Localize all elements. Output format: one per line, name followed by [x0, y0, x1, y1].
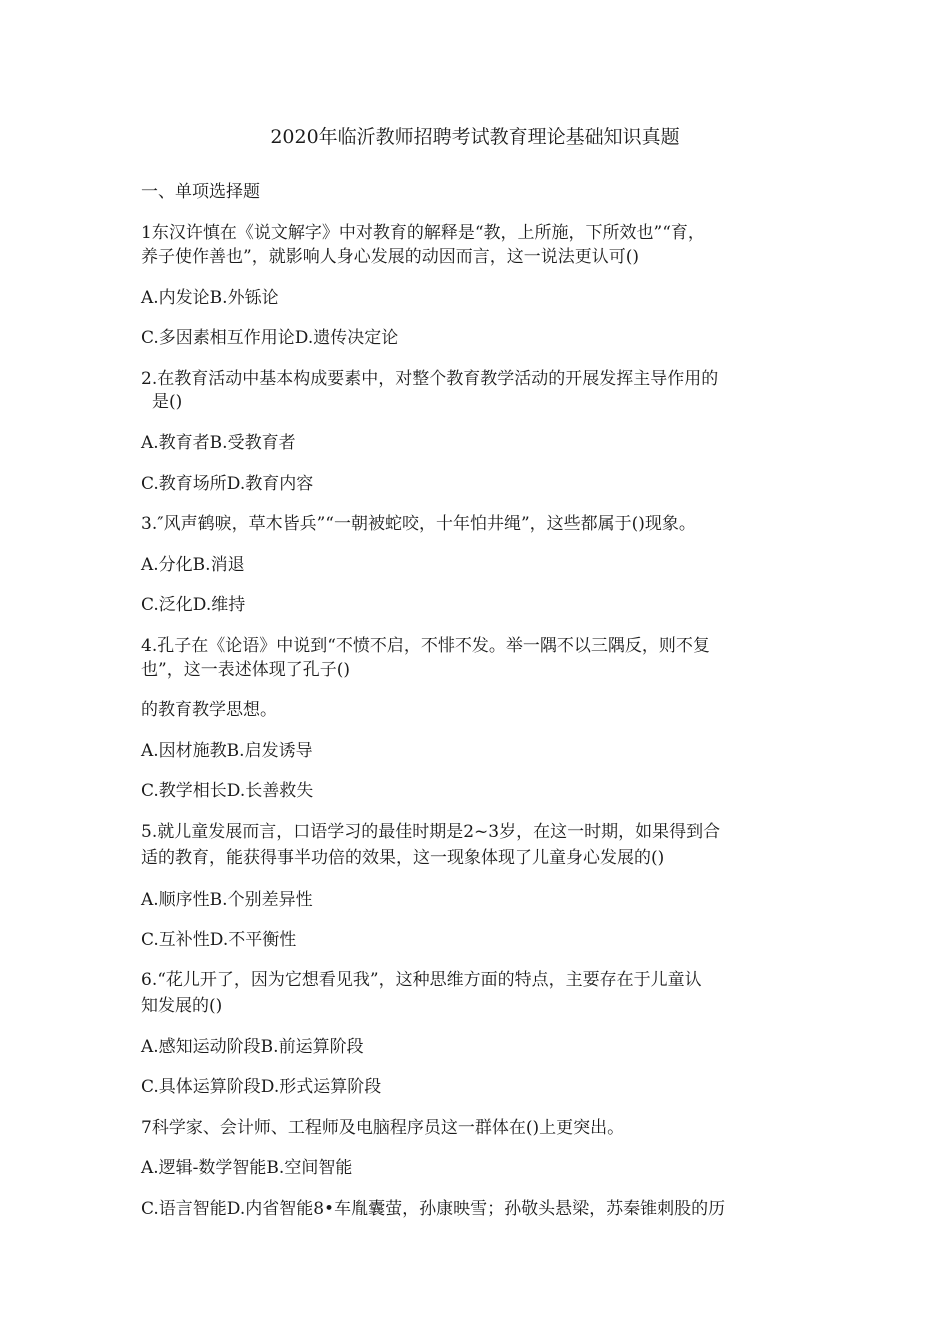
- question-7-options-ab: A.逻辑-数学智能B.空间智能: [141, 1158, 353, 1178]
- question-5-options-ab: A.顺序性B.个别差异性: [141, 890, 313, 910]
- question-6-line-1: 6.“花儿开了，因为它想看见我”，这种思维方面的特点，主要存在于儿童认: [141, 970, 702, 990]
- section-heading: 一、单项选择题: [141, 182, 260, 202]
- question-7-options-cd: C.语言智能D.内省智能8•车胤囊萤，孙康映雪；孙敬头悬梁，苏秦锥刺股的历: [141, 1199, 726, 1219]
- question-6-options-cd: C.具体运算阶段D.形式运算阶段: [141, 1077, 382, 1097]
- question-1-options-cd: C.多因素相互作用论D.遗传决定论: [141, 328, 399, 348]
- question-3-options-cd: C.泛化D.维持: [141, 595, 246, 615]
- question-4-options-ab: A.因材施教B.启发诱导: [141, 741, 313, 761]
- question-2-line-1: 2.在教育活动中基本构成要素中，对整个教育教学活动的开展发挥主导作用的: [141, 369, 719, 389]
- question-5-options-cd: C.互补性D.不平衡性: [141, 930, 297, 950]
- question-6-options-ab: A.感知运动阶段B.前运算阶段: [141, 1037, 364, 1057]
- question-4-options-cd: C.教学相长D.长善救失: [141, 781, 314, 801]
- question-1-line-1: 1东汉许慎在《说文解字》中对教育的解释是“教，上所施，下所效也”“育，: [141, 223, 705, 243]
- document-title: 2020年临沂教师招聘考试教育理论基础知识真题: [270, 126, 680, 148]
- question-6-line-2: 知发展的(): [141, 996, 223, 1016]
- question-3-line-1: 3.″风声鹤唳，草木皆兵”“一朝被蛇咬，十年怕井绳”，这些都属于()现象。: [141, 514, 696, 534]
- question-2-options-ab: A.教育者B.受教育者: [141, 433, 296, 453]
- question-3-options-ab: A.分化B.消退: [141, 555, 245, 575]
- question-1-options-ab: A.内发论B.外铄论: [141, 288, 279, 308]
- question-2-options-cd: C.教育场所D.教育内容: [141, 474, 314, 494]
- question-7-line-1: 7科学家、会计师、工程师及电脑程序员这一群体在()上更突出。: [141, 1118, 625, 1138]
- question-4-line-3: 的教育教学思想。: [141, 700, 277, 720]
- question-4-line-2: 也”，这一表述体现了孔子(): [141, 660, 350, 680]
- question-5-line-2: 适的教育，能获得事半功倍的效果，这一现象体现了儿童身心发展的(): [141, 848, 665, 868]
- question-5-line-1: 5.就儿童发展而言，口语学习的最佳时期是2~3岁，在这一时期，如果得到合: [141, 822, 721, 842]
- question-2-line-2: 是(): [152, 392, 183, 412]
- question-4-line-1: 4.孔子在《论语》中说到“不愤不启，不悱不发。举一隅不以三隅反，则不复: [141, 636, 710, 656]
- question-1-line-2: 养子使作善也”，就影响人身心发展的动因而言，这一说法更认可(): [141, 247, 639, 267]
